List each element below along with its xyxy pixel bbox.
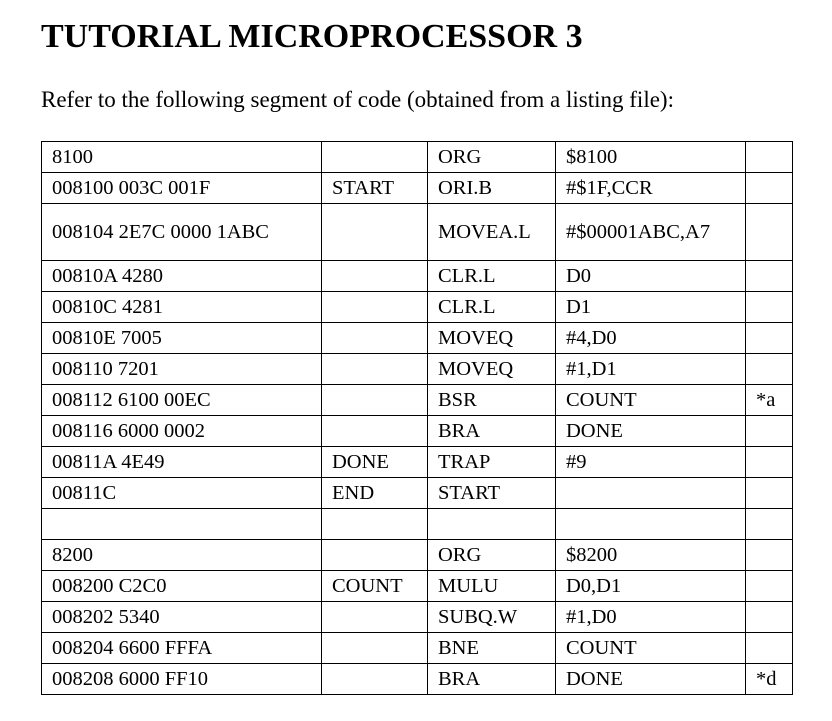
table-row xyxy=(42,664,793,695)
cell-address-code: 008100 003C 001F xyxy=(42,173,322,204)
cell-note xyxy=(746,509,793,540)
cell-label xyxy=(322,602,428,633)
table-row xyxy=(42,602,793,633)
cell-note xyxy=(746,602,793,633)
cell-address-code: 008200 C2C0 xyxy=(42,571,322,602)
table-row xyxy=(42,571,793,602)
table-row xyxy=(42,261,793,292)
cell-operand: D0 xyxy=(556,261,746,292)
cell-operand: #4,D0 xyxy=(556,323,746,354)
cell-operand: #$1F,CCR xyxy=(556,173,746,204)
cell-opcode: BRA xyxy=(428,664,556,695)
cell-opcode: BNE xyxy=(428,633,556,664)
cell-opcode: SUBQ.W xyxy=(428,602,556,633)
cell-operand: DONE xyxy=(556,664,746,695)
cell-note xyxy=(746,447,793,478)
cell-opcode: MOVEA.L xyxy=(428,204,556,261)
table-row xyxy=(42,633,793,664)
cell-operand: COUNT xyxy=(556,385,746,416)
cell-label: END xyxy=(322,478,428,509)
cell-operand: $8200 xyxy=(556,540,746,571)
cell-address-code: 008112 6100 00EC xyxy=(42,385,322,416)
cell-note xyxy=(746,478,793,509)
cell-address-code: 008208 6000 FF10 xyxy=(42,664,322,695)
cell-address-code: 00811C xyxy=(42,478,322,509)
cell-address-code: 8200 xyxy=(42,540,322,571)
cell-label xyxy=(322,633,428,664)
table-row xyxy=(42,416,793,447)
cell-note xyxy=(746,354,793,385)
cell-address-code: 008202 5340 xyxy=(42,602,322,633)
cell-label xyxy=(322,292,428,323)
cell-operand: #$00001ABC,A7 xyxy=(556,204,746,261)
cell-address-code: 00810A 4280 xyxy=(42,261,322,292)
cell-address-code: 008104 2E7C 0000 1ABC xyxy=(42,204,322,261)
cell-operand xyxy=(556,509,746,540)
cell-label xyxy=(322,664,428,695)
cell-note xyxy=(746,633,793,664)
table-row xyxy=(42,292,793,323)
cell-note xyxy=(746,173,793,204)
table-row xyxy=(42,204,793,261)
cell-opcode: ORG xyxy=(428,142,556,173)
table-row xyxy=(42,509,793,540)
cell-label xyxy=(322,261,428,292)
cell-operand xyxy=(556,478,746,509)
cell-operand: #1,D1 xyxy=(556,354,746,385)
cell-opcode: MOVEQ xyxy=(428,323,556,354)
cell-note: *d xyxy=(746,664,793,695)
cell-label: START xyxy=(322,173,428,204)
table-row xyxy=(42,385,793,416)
code-listing-table xyxy=(41,141,793,695)
cell-address-code: 008116 6000 0002 xyxy=(42,416,322,447)
cell-address-code: 00810E 7005 xyxy=(42,323,322,354)
cell-operand: #9 xyxy=(556,447,746,478)
cell-note xyxy=(746,292,793,323)
table-row xyxy=(42,447,793,478)
cell-address-code xyxy=(42,509,322,540)
document-title: TUTORIAL MICROPROCESSOR 3 xyxy=(41,18,583,55)
cell-opcode: START xyxy=(428,478,556,509)
cell-operand: DONE xyxy=(556,416,746,447)
cell-label xyxy=(322,204,428,261)
cell-address-code: 8100 xyxy=(42,142,322,173)
table-row xyxy=(42,354,793,385)
cell-note xyxy=(746,261,793,292)
cell-opcode: ORI.B xyxy=(428,173,556,204)
cell-label xyxy=(322,142,428,173)
cell-opcode: ORG xyxy=(428,540,556,571)
cell-operand: #1,D0 xyxy=(556,602,746,633)
table-row xyxy=(42,173,793,204)
cell-note xyxy=(746,571,793,602)
cell-opcode: CLR.L xyxy=(428,261,556,292)
cell-opcode: MULU xyxy=(428,571,556,602)
cell-opcode: BSR xyxy=(428,385,556,416)
cell-address-code: 008110 7201 xyxy=(42,354,322,385)
cell-note xyxy=(746,142,793,173)
cell-opcode: BRA xyxy=(428,416,556,447)
cell-label xyxy=(322,323,428,354)
cell-label xyxy=(322,509,428,540)
cell-opcode: TRAP xyxy=(428,447,556,478)
cell-opcode xyxy=(428,509,556,540)
cell-label: COUNT xyxy=(322,571,428,602)
cell-note: *a xyxy=(746,385,793,416)
cell-operand: D0,D1 xyxy=(556,571,746,602)
cell-label xyxy=(322,354,428,385)
table-row xyxy=(42,323,793,354)
cell-operand: D1 xyxy=(556,292,746,323)
cell-label: DONE xyxy=(322,447,428,478)
intro-text: Refer to the following segment of code (obtained from a listing file): xyxy=(41,87,674,112)
table-row xyxy=(42,478,793,509)
cell-note xyxy=(746,323,793,354)
table-row xyxy=(42,540,793,571)
table-row xyxy=(42,142,793,173)
cell-opcode: CLR.L xyxy=(428,292,556,323)
cell-address-code: 008204 6600 FFFA xyxy=(42,633,322,664)
cell-note xyxy=(746,204,793,261)
cell-operand: COUNT xyxy=(556,633,746,664)
code-listing-body xyxy=(42,142,793,695)
cell-label xyxy=(322,540,428,571)
cell-operand: $8100 xyxy=(556,142,746,173)
cell-label xyxy=(322,416,428,447)
cell-note xyxy=(746,540,793,571)
cell-opcode: MOVEQ xyxy=(428,354,556,385)
cell-address-code: 00811A 4E49 xyxy=(42,447,322,478)
cell-note xyxy=(746,416,793,447)
cell-label xyxy=(322,385,428,416)
cell-address-code: 00810C 4281 xyxy=(42,292,322,323)
